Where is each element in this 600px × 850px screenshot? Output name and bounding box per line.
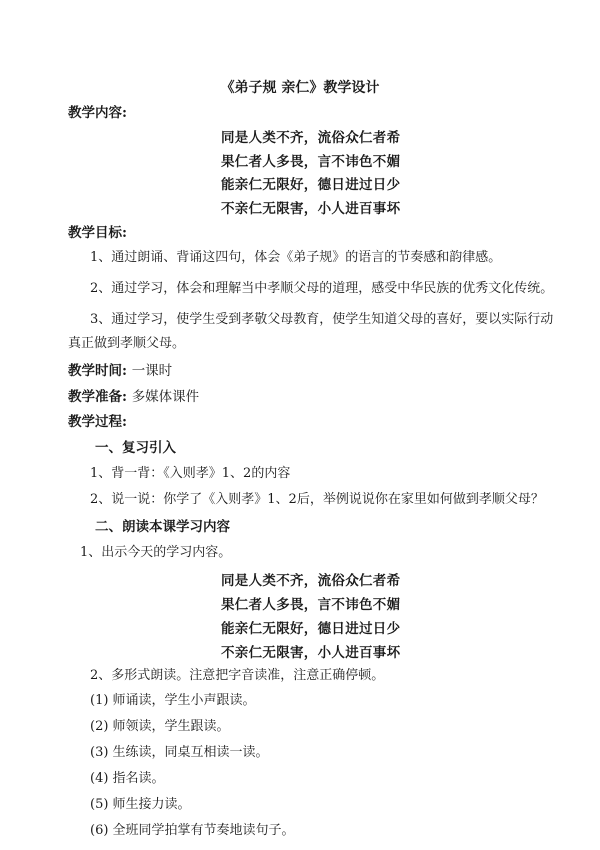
- reading-step: (2) 师领读，学生跟读。: [90, 719, 230, 734]
- time-row: [68, 363, 172, 379]
- process-heading: 教学过程:: [68, 414, 127, 430]
- reading-step: (5) 师生接力读。: [90, 797, 191, 812]
- verse-line: 同是人类不齐，流俗众仁者希: [221, 573, 401, 589]
- content-heading: 教学内容:: [68, 105, 127, 121]
- prep-row: [68, 389, 199, 405]
- goal-item: 3、通过学习，使学生受到孝敬父母教育，使学生知道父母的喜好，要以实际行动: [90, 312, 554, 327]
- reading-step: (6) 全班同学拍掌有节奏地读句子。: [90, 823, 295, 838]
- reading-step: (4) 指名读。: [90, 771, 165, 786]
- verse-line: 果仁者人多畏，言不讳色不媚: [221, 154, 401, 170]
- review-item: 2、说一说：你学了《入则孝》1、2后，举例说说你在家里如何做到孝顺父母？: [90, 492, 544, 507]
- reading-method: 2、多形式朗读。注意把字音读准，注意正确停顿。: [90, 668, 385, 683]
- section-title: 二、朗读本课学习内容: [95, 519, 230, 535]
- goal-item: 2、通过学习，体会和理解当中孝顺父母的道理，感受中华民族的优秀文化传统。: [90, 281, 554, 296]
- verse-line: 不亲仁无限害，小人进百事坏: [221, 645, 401, 661]
- prep-value: 多媒体课件: [131, 389, 200, 405]
- verse-line: 能亲仁无限好，德日进过日少: [221, 177, 401, 193]
- time-value: 一课时: [131, 363, 173, 379]
- verse-line: 能亲仁无限好，德日进过日少: [221, 621, 401, 637]
- verse-line: 同是人类不齐，流俗众仁者希: [221, 130, 401, 146]
- reading-step: (3) 生练读，同桌互相读一读。: [90, 745, 269, 760]
- reading-step: (1) 师诵读，学生小声跟读。: [90, 693, 256, 708]
- review-item: 1、背一背：《入则孝》1、2的内容: [90, 466, 291, 481]
- document-title: 《弟子规 亲仁》教学设计: [220, 80, 380, 96]
- verse-line: 不亲仁无限害，小人进百事坏: [221, 201, 401, 217]
- section-title: 一、复习引入: [95, 440, 176, 456]
- goals-heading: 教学目标:: [68, 225, 127, 241]
- goal-item: 1、通过朗诵、背诵这四句，体会《弟子规》的语言的节奏感和韵律感。: [90, 250, 502, 265]
- section-intro: 1、出示今天的学习内容。: [80, 545, 232, 560]
- goal-item-continued: 真正做到孝顺父母。: [68, 336, 186, 351]
- time-label: 教学时间:: [68, 363, 127, 379]
- prep-label: 教学准备:: [68, 389, 127, 405]
- verse-line: 果仁者人多畏，言不讳色不媚: [221, 597, 401, 613]
